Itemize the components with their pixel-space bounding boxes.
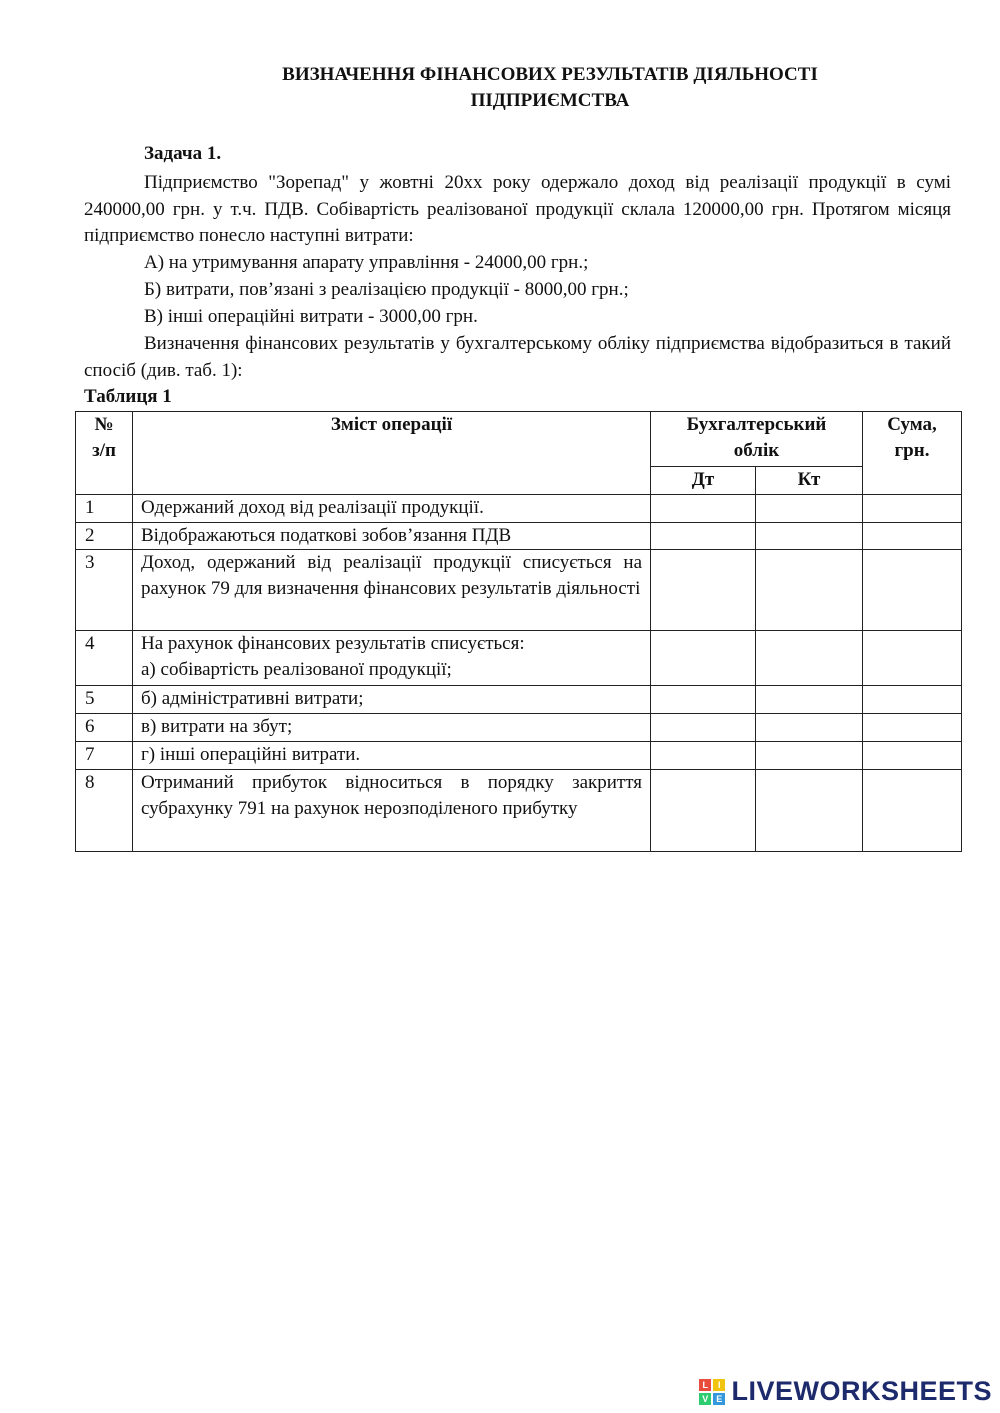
debit-cell[interactable] xyxy=(651,686,756,714)
page-title xyxy=(140,62,960,114)
table-row xyxy=(76,770,962,852)
row-num: 8 xyxy=(76,770,133,852)
row-text xyxy=(133,631,651,686)
table-row xyxy=(76,550,962,631)
logo-letter-i: I xyxy=(713,1379,725,1391)
debit-cell[interactable] xyxy=(651,742,756,770)
credit-cell[interactable] xyxy=(756,495,863,523)
header-sum: Сума, грн. xyxy=(863,412,962,495)
table-row xyxy=(76,523,962,550)
expense-item-c: В) інші операційні витрати - 3000,00 грн. xyxy=(144,306,478,327)
sum-cell[interactable] xyxy=(863,686,962,714)
row-num: 6 xyxy=(76,714,133,742)
row-num: 5 xyxy=(76,686,133,714)
expense-item-b: Б) витрати, пов’язані з реалізацією продукції - 8000,00 грн.; xyxy=(144,279,629,300)
logo-letter-l: L xyxy=(699,1379,711,1391)
credit-cell[interactable] xyxy=(756,714,863,742)
row-text: Відображаються податкові зобов’язання ПДВ xyxy=(133,523,651,550)
debit-cell[interactable] xyxy=(651,631,756,686)
row-text: Отриманий прибуток відноситься в порядку закриття субрахунку 791 на рахунок нерозподіленого прибутку xyxy=(133,770,651,852)
sum-cell[interactable] xyxy=(863,742,962,770)
debit-cell[interactable] xyxy=(651,714,756,742)
table-row xyxy=(76,495,962,523)
debit-cell[interactable] xyxy=(651,770,756,852)
expense-item-a: А) на утримування апарату управління - 24000,00 грн.; xyxy=(144,252,589,273)
operations-table xyxy=(75,411,962,852)
sum-cell[interactable] xyxy=(863,495,962,523)
task-heading: Задача 1. xyxy=(144,143,222,164)
header-content: Зміст операції xyxy=(133,412,651,495)
row-text: в) витрати на збут; xyxy=(133,714,651,742)
header-credit: Кт xyxy=(756,467,863,495)
sum-cell[interactable] xyxy=(863,631,962,686)
row-num: 3 xyxy=(76,550,133,631)
credit-cell[interactable] xyxy=(756,550,863,631)
row-num: 2 xyxy=(76,523,133,550)
logo-letter-v: V xyxy=(699,1393,711,1405)
row-text-line-2: а) собівартість реалізованої продукції; xyxy=(141,659,452,680)
debit-cell[interactable] xyxy=(651,523,756,550)
brand-text: LIVEWORKSHEETS xyxy=(731,1376,992,1406)
table-row xyxy=(76,631,962,686)
row-text: б) адміністративні витрати; xyxy=(133,686,651,714)
row-num: 7 xyxy=(76,742,133,770)
task-intro: Підприємство "Зорепад" у жовтні 20хх року одержало доход від реалізації продукції в сумі 240000,00 грн. у т.ч. ПДВ. Собівартість реалізованої продукції склала 120000,00 грн. Протягом місяця підприємство понесло наступні витрати: xyxy=(84,172,951,246)
sum-cell[interactable] xyxy=(863,550,962,631)
credit-cell[interactable] xyxy=(756,523,863,550)
page-title-line-1: ВИЗНАЧЕННЯ ФІНАНСОВИХ РЕЗУЛЬТАТІВ ДІЯЛЬНОСТІ xyxy=(282,64,818,85)
task-conclusion: Визначення фінансових результатів у бухгалтерському обліку підприємства відобразиться в такий спосіб (див. таб. 1): xyxy=(84,333,951,381)
liveworksheets-logo-icon xyxy=(699,1379,725,1405)
table-row xyxy=(76,714,962,742)
sum-cell[interactable] xyxy=(863,523,962,550)
debit-cell[interactable] xyxy=(651,495,756,523)
row-text: г) інші операційні витрати. xyxy=(133,742,651,770)
header-num: № з/п xyxy=(76,412,133,495)
page-title-line-2: ПІДПРИЄМСТВА xyxy=(470,90,630,111)
table-caption: Таблиця 1 xyxy=(84,386,172,407)
row-num: 4 xyxy=(76,631,133,686)
logo-letter-e: E xyxy=(713,1393,725,1405)
table-row xyxy=(76,742,962,770)
sum-cell[interactable] xyxy=(863,770,962,852)
row-text: Доход, одержаний від реалізації продукції списується на рахунок 79 для визначення фінансових результатів діяльності xyxy=(133,550,651,631)
liveworksheets-brand xyxy=(699,1376,992,1407)
sum-cell[interactable] xyxy=(863,714,962,742)
credit-cell[interactable] xyxy=(756,686,863,714)
table-row xyxy=(76,686,962,714)
header-accounting: Бухгалтерський облік xyxy=(651,412,863,467)
credit-cell[interactable] xyxy=(756,770,863,852)
debit-cell[interactable] xyxy=(651,550,756,631)
header-debit: Дт xyxy=(651,467,756,495)
row-text-line-1: На рахунок фінансових результатів списується: xyxy=(141,633,525,654)
row-num: 1 xyxy=(76,495,133,523)
row-text: Одержаний доход від реалізації продукції. xyxy=(133,495,651,523)
credit-cell[interactable] xyxy=(756,742,863,770)
credit-cell[interactable] xyxy=(756,631,863,686)
